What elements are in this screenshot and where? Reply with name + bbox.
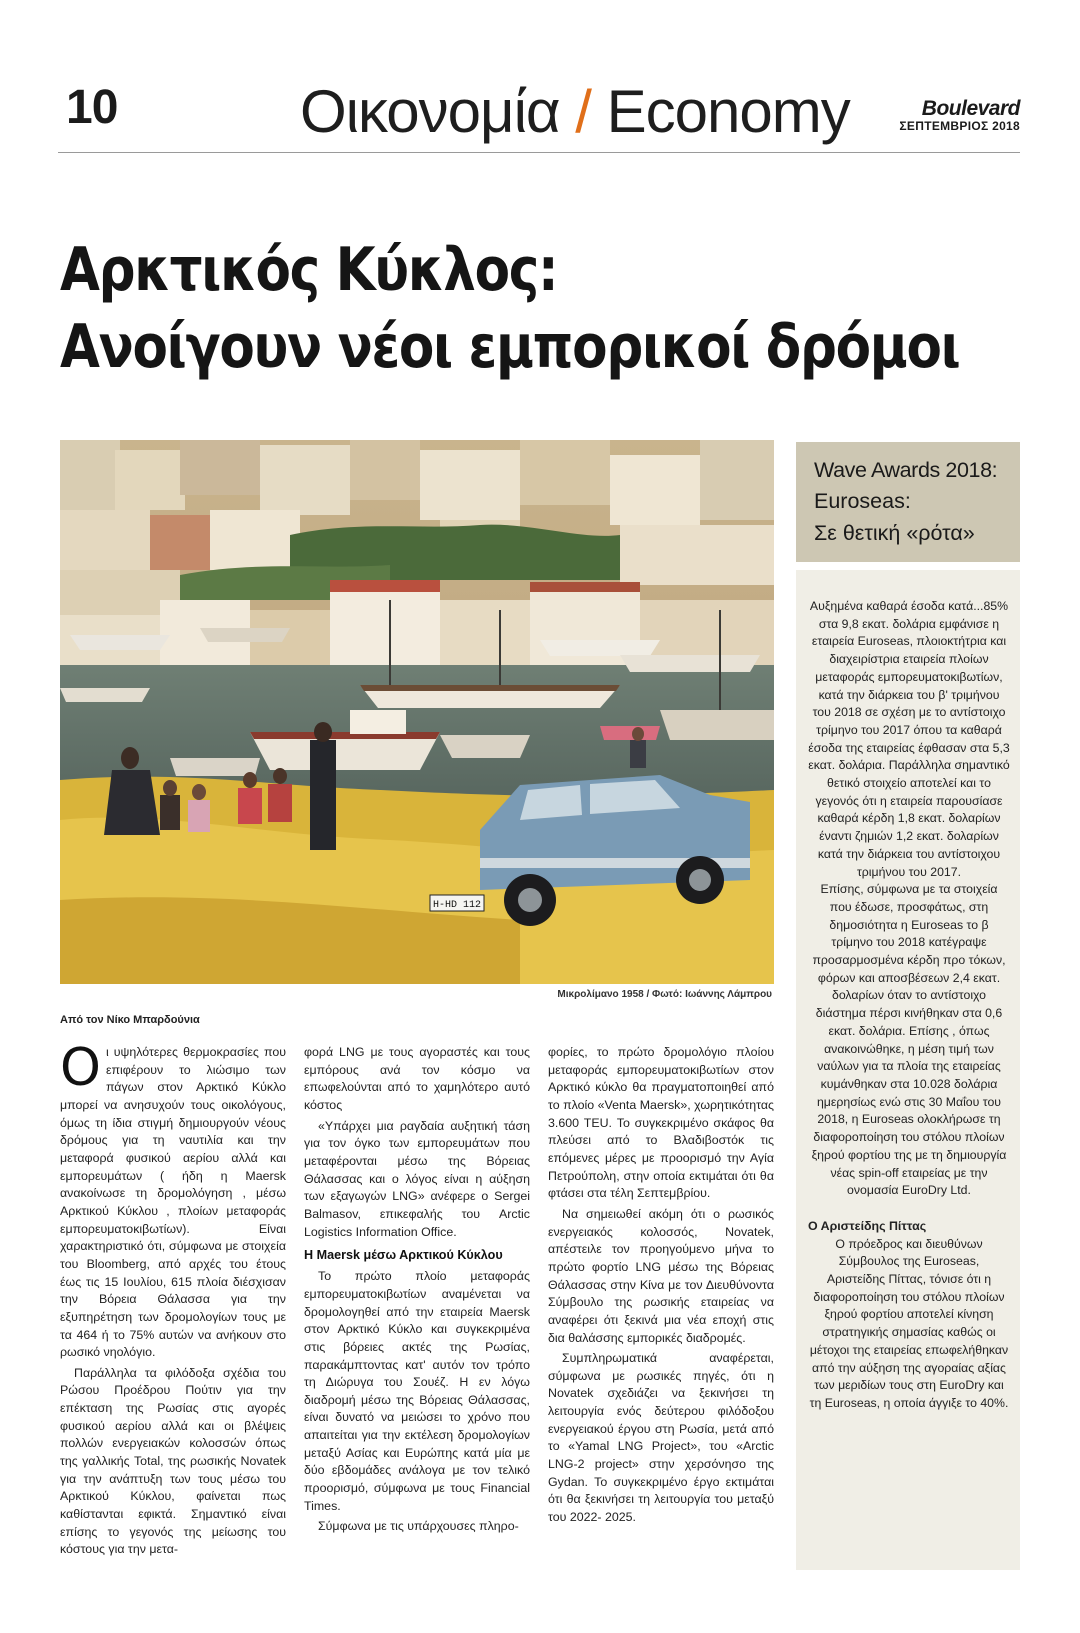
sidebar-subheading: Ο Αριστείδης Πίττας [808,1218,927,1233]
headline-line-2: Ανοίγουν νέοι εμπορικοί δρόμοι [60,312,960,382]
section-title-greek: Οικονομία [300,78,560,145]
body-paragraph: «Υπάρχει μια ραγδαία αυξητική τάση για τον όγκο των εμπορευμάτων που μεταφέρονται μέσω της Βόρειας Θάλασσας και ο λόγος είναι η αύξηση των εξαγωγών LNG» ανέφερε ο Sergei Balmasov, επικεφαλής του Arctic Logistics Information Office. [304,1118,530,1239]
subheading-maersk: Η Maersk μέσω Αρκτικού Κύκλου [304,1248,503,1263]
article-column-2 [304,1044,530,1539]
sidebar-text [808,598,1010,1413]
sidebar-kicker: Wave Awards 2018: [814,458,998,482]
body-paragraph: Να σημειωθεί ακόμη ότι ο ρωσικός ενεργειακός κολοσσός, Novatek, απέστειλε τον προηγούμενο μήνα το πρώτο φορτίο LNG μέσω της Βόρειας Θάλασσας στην Κίνα με τον Διευθύνοντα Σύμβουλο της ρωσικής εταιρείας να αναφέρει ότι ξεκινά μια νέα εποχή στις δια θαλάσσης εμπορικές διαδρομές. [548,1206,774,1345]
section-title-english: Economy [606,78,850,145]
drop-cap: Ο [60,1038,101,1098]
sidebar-paragraph: Αυξημένα καθαρά έσοδα κατά...85% στα 9,8 εκατ. δολάρια εμφάνισε η εταιρεία Euroseas, πλοιοκτήτρια και διαχειρίστρια εταιρεία πλοίων μεταφοράς εμπορευματοκιβωτίων, κατά την διάρκεια του β' τριμήνου του 2018 σε σχέση με το αντίστοιχο τρίμηνο του 2017 όπου τα καθαρά έσοδα της εταιρείας έφθασαν στα 5,3 εκατ. δολάρια. Παράλληλα σημαντικό θετικό στοιχείο αποτελεί και το γεγονός ότι η εταιρεία παρουσίασε καθαρά κέρδη 1,8 εκατ. δολαρίων έναντι ζημιών 1,2 εκατ. δολαρίων κατά την διάρκεια του αντίστοιχου τριμήνου του 2017. [808,599,1010,879]
sidebar-title-line-2: Σε θετική «ρότα» [814,521,975,545]
car-license-plate: H-HD 112 [432,900,482,911]
body-paragraph: Σύμφωνα με τις υπάρχουσες πληρο- [318,1519,519,1534]
issue-date: ΣΕΠΤΕΜΒΡΙΟΣ 2018 [899,119,1020,133]
sidebar-paragraph: Επίσης, σύμφωνα με τα στοιχεία που έδωσε, προσφάτως, στη δημοσιότητα η Euroseas το β τρίμηνο του 2018 κατέγραψε προσαρμοσμένα κέρδη προ τόκων, φόρων και αποσβέσεων 2,4 εκατ. δολαρίων όταν το αντίστοιχο διάστημα πέρσι κινήθηκαν στα 0,6 εκατ. δολάρια. Επίσης , όπως ανακοινώθηκε, η μέση τιμή των ναύλων για τα πλοία της εταιρείας κυμάνθηκαν στα 10.028 δολάρια ημερησίως ενώ στις 30 Μαΐου του 2018, η Euroseas ολοκλήρωσε τη διαφοροποίηση του στόλου πλοίων ξηρού φορτίου της με τη δημιουργία νέας spin-off εταιρείας με την ονομασία EuroDry Ltd. [811,882,1007,1198]
page-number: 10 [66,81,118,134]
sidebar-paragraph: Ο πρόεδρος και διευθύνων Σύμβουλος της Euroseas, Αριστείδης Πίττας, τόνισε ότι η διαφοροποίηση του στόλου πλοίων ξηρού φορτίου αποτελεί κίνηση στρατηγικής σημασίας καθώς οι μέτοχοι της εταιρείας επωφελήθηκαν από την αύξηση της αγοραίας αξίας των μεριδίων τους στη EuroDry και τη Euroseas, η οποία άγγιξε το 40%. [809,1236,1009,1410]
article-byline: Από τον Νίκο Μπαρδούνια [60,1014,200,1026]
body-paragraph: φορά LNG με τους αγοραστές και τους εμπόρους ανά τον κόσμο να επωφελούνται από το χαμηλότερο αυτό κόστος [304,1045,530,1112]
body-paragraph: Το πρώτο πλοίο μεταφοράς εμπορευματοκιβωτίων αναμένεται να δρομολογηθεί από την εταιρεία Maersk στον Αρκτικό Κύκλο και συγκεκριμένα στις βόρειες ακτές της Ρωσίας, παρακάμπτοντας κατ' αυτόν τον τρόπο τη Διώρυγα του Σουέζ. Η εν λόγω διαδρομή μέσω της Βόρειας Θάλασσας, είναι δυνατό να μειώσει το χρόνο που απαιτείται για την εκτέλεση δρομολογίων μεταξύ Ασίας και Ευρώπης κατά μία με δύο εβδομάδες ανάλογα με τον τελικό προορισμό, σύμφωνα με τους Financial Times. [304,1269,530,1513]
section-title [300,78,850,145]
article-photo [60,440,774,984]
publication-logo: Boulevard [921,97,1020,120]
article-headline [60,232,960,386]
article-column-1 [60,1038,286,1562]
section-separator: / [575,78,591,145]
body-paragraph: Οι υψηλότερες θερμοκρασίες που επιφέρουν το λιώσιμο των πάγων στον Αρκτικό Κύκλο μπορεί να ανησυχούν τους οικολόγους, όμως τη ίδια στιγμή δημιουργούν νέους δρόμους για τη ναυτιλία και την μεταφορά φυσικού αερίου αλλά και εμπορευμάτων ( ήδη η Maersk ανακοίνωσε τη δρομολόγηση , μέσω Αρκτικού Κύκλου , πλοίων μεταφοράς εμπορευματοκιβωτίων). Είναι χαρακτηριστικό ότι, σύμφωνα με στοιχεία του Bloomberg, από αρχές του έτους έως τις 15 Ιουλίου, 615 πλοία διέσχισαν την Βόρεια Θάλασσα για την εξυπηρέτηση των δρομολογίων τους με τα 464 ή το 75% αυτών να ανήκουν στο ρωσικό νηολόγιο. [60,1038,286,1360]
article-column-3 [548,1044,774,1530]
body-paragraph: φορίες, το πρώτο δρομολόγιο πλοίου μεταφοράς εμπορευματοκιβωτίων στον Αρκτικό κύκλο θα πραγματοποιηθεί από το πλοίο «Venta Maersk», χωρητικότητας 3.600 TEU. Το συγκεκριμένο σκάφος θα πλεύσει από το Βλαδιβοστόκ τις επόμενες μέρες με προορισμό την Αγία Πετρούπολη, στην οποία εκτιμάται ότι θα φτάσει στα τέλη Σεπτεμβρίου. [548,1045,774,1201]
body-paragraph: Συμπληρωματικά αναφέρεται, σύμφωνα με ρωσικές πηγές, ότι η Novatek σχεδιάζει να ξεκινήσει τη λειτουργία ενός δεύτερου φιλόδοξου ενεργειακού έργου στη Ρωσία, μετά από το «Yamal LNG Project», του «Arctic LNG-2 project» στην χερσόνησο της Gydan. Το συγκεκριμένο έργο εκτιμάται ότι θα ξεκινήσει τη λειτουργία του μεταξύ του 2022- 2025. [548,1351,774,1525]
header-divider [58,152,1020,153]
body-paragraph: Παράλληλα τα φιλόδοξα σχέδια του Ρώσου Προέδρου Πούτιν για την επέκταση της Ρωσίας στις αγορές φυσικού αερίου αλλά και οι βλέψεις πολλών ενεργειακών κολοσσών όπως της γαλλικής Total, της ρωσικής Novatek για την ανάπτυξη των τους μέσω του Αρκτικού Κύκλου, φαίνεται πως καθίστανται εφικτά. Σημαντικό είναι επίσης το γεγονός της μείωσης του κόστους για την μετα- [60,1365,286,1557]
sidebar-title-line-1: Euroseas: [814,489,911,513]
photo-caption: Μικρολίμανο 1958 / Φωτό: Ιωάννης Λάμπρου [557,989,772,1000]
headline-line-1: Αρκτικός Κύκλος: [60,235,558,305]
